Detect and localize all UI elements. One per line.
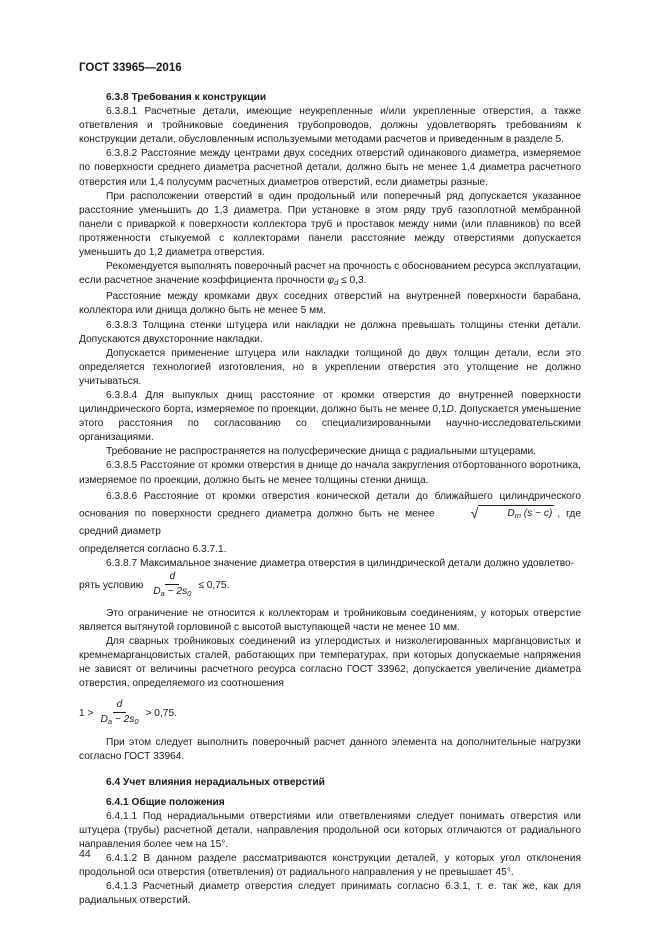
paragraph-6-4-1-2: 6.4.1.2 В данном разделе рассматриваются конструкции деталей, у которых угол отклонения продольной оси отверстия (ответвления) от радиального направления у не превышает 45°. (79, 853, 581, 879)
paragraph-6-3-8-3: 6.3.8.3 Толщина стенки штуцера или накладки не должна превышать толщины стенки детали. Допускаются двухсторонние накладки. (79, 319, 581, 345)
paragraph-6-3-8-2: 6.3.8.2 Расстояние между центрами двух соседних отверстий одинакового диаметра, измеряемое по поверхности среднего диаметра расчетной детали, должно быть не менее 1,4 диаметра расчетного отверстия или 1,4 полусумм расчетных диаметров отверстий, если диаметры разные. (79, 148, 581, 188)
section-heading-6-4-1: 6.4.1 Общие положения (106, 796, 225, 808)
paragraph-6-4-1-3: 6.4.1.3 Расчетный диаметр отверстия следует принимать согласно 6.3.1, т. е. так же, как для радиальных отверстий. (79, 881, 581, 907)
paragraph-6-3-8-2-c: Рекомендуется выполнять поверочный расчет на прочность с обоснованием ресурса эксплуатации, если расчетное значение коэффициента прочности $\varphi_d \le 0,3$. (79, 261, 582, 288)
paragraph-6-3-8-3-b: Допускается применение штуцера или накладки толщиной до двух толщин детали, если это определяется технологией изготовления, но в укреплении отверстия это утолщение не должно учитываться. (79, 347, 581, 387)
document-body (79, 90, 581, 908)
paragraph-6-3-8-2-b: При расположении отверстий в один продольный или поперечный ряд допускается указанное расстояние уменьшить до 1,3 диаметра. При установке в этом ряду труб газоплотной мембранной панели с приваркой к поверхности коллектора труб и проставок между ними (или плавников) по всей протяженности стыкуемой с коллекторами панели расстояние между отверстиями допускается уменьшить до 1,2 диаметра отверстия. (79, 190, 581, 259)
paragraph-6-3-8-7-d: При этом следует выполнить поверочный расчет данного элемента на дополнительные нагрузки согласно ГОСТ 33964. (79, 737, 581, 763)
paragraph-6-3-8-2-d: Расстояние между кромками двух соседних отверстий на внутренней поверхности барабана, коллектора или днища должно быть не менее 5 мм. (79, 291, 581, 317)
paragraph-6-3-8-7-c: Для сварных тройниковых соединений из углеродистых и низколегированных марганцовистых и кремнемарганцовистых сталей, работающих при температурах, при которых допускаемые напряжения не зависят от величины расчетного ресурса согласно ГОСТ 33962, допускается увеличение диаметра отверстия, определяемого из соотношения (79, 636, 581, 690)
paragraph-6-3-8-7-b: Это ограничение не относится к коллекторам и тройниковым соединениям, у которых отверстие является вытянутой горловиной с высотой выступающей части не менее 10 мм. (79, 607, 581, 633)
paragraph-6-3-8-7-condition: рять условию $\frac{d}{D_a - 2s_0}$ ≤ 0,75. (79, 570, 230, 598)
paragraph-6-3-8-5: 6.3.8.5 Расстояние от кромки отверстия в днище до начала закругления отбортованного воротника, измеряемое по проекции, должно быть не менее толщины стенки днища. (79, 460, 581, 486)
paragraph-6-4-1-1: 6.4.1.1 Под нерадиальными отверстиями или ответвлениями следует понимать отверстия или штуцера (трубы) расчетной детали, направления продольной оси которых отличаются от радиального направления более чем на 15°. (79, 810, 581, 850)
paragraph-6-3-8-6: 6.3.8.6 Расстояние от кромки отверстия конической детали до ближайшего цилиндрического основания по поверхности среднего диаметра должно быть не менее √ $D_m$ (s − c) , где средний диаметр (79, 490, 582, 537)
document-code: ГОСТ 33965—2016 (79, 62, 182, 74)
paragraph-6-3-8-7: 6.3.8.7 Максимальное значение диаметра отверстия в цилиндрической детали должно удовлетво- (106, 557, 575, 569)
paragraph-6-3-8-4: 6.3.8.4 Для выпуклых днищ расстояние от кромки отверстия до внутренней поверхности цилиндрического борта, измеряемое по проекции, должно быть не менее 0,1D. Допускается уменьшение этого расстояния по согласованию со специализированными научно-исследовательскими организациями. (79, 389, 581, 444)
section-heading-6-3-8: 6.3.8 Требования к конструкции (106, 92, 267, 103)
sqrt-formula: √ $D_m$ (s − c) (470, 504, 553, 521)
section-heading-6-4: 6.4 Учет влияния нерадиальных отверстий (106, 776, 325, 788)
page-number: 44 (79, 848, 91, 860)
paragraph-6-3-8-1: 6.3.8.1 Расчетные детали, имеющие неукрепленные и/или укрепленные отверстия, а также ответвления и тройниковые соединения трубопроводов, должны удовлетворять требованиям к конструкции детали, обусловленным используемыми методами расчетов и приведенным в разделе 5. (79, 106, 581, 146)
paragraph-6-3-8-4-b: Требование не распространяется на полусферические днища с радиальными штуцерами. (106, 446, 537, 458)
paragraph-6-3-8-6-c: определяется согласно 6.3.7.1. (79, 543, 227, 555)
formula-2: 1 > $\frac{d}{D_a - 2s_0}$ > 0,75. (79, 699, 177, 727)
fraction-formula-1: $\frac{d}{D_a - 2s_0}$ (153, 570, 192, 598)
